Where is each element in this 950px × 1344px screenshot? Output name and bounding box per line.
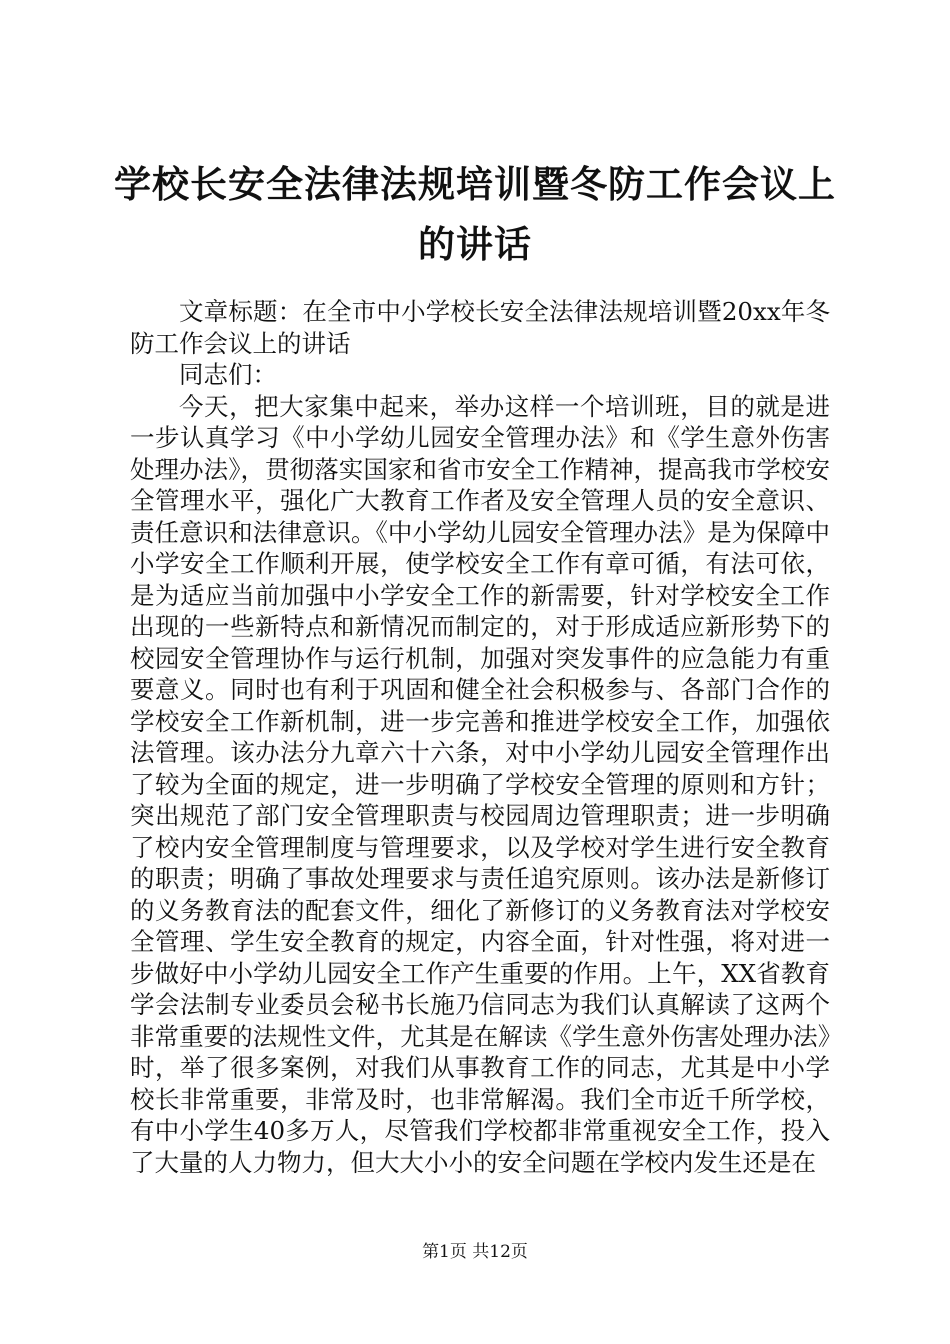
document-body [130,296,830,1178]
document-title: 学校长安全法律法规培训暨冬防工作会议上的讲话 [114,163,836,266]
article-title-paragraph: 文章标题：在全市中小学校长安全法律法规培训暨20xx年冬防工作会议上的讲话 [130,297,830,358]
page-number-footer: 第1页 共12页 [422,1242,528,1262]
salutation-paragraph: 同志们： [179,360,277,389]
body-paragraph: 今天，把大家集中起来，举办这样一个培训班，目的就是进一步认真学习《中小学幼儿园安全管理办法》和《学生意外伤害处理办法》，贯彻落实国家和省市安全工作精神，提高我市学校安全管理水平，强化广大教育工作者及安全管理人员的安全意识、责任意识和法律意识。《中小学幼儿园安全管理办法》是为保障中小学安全工作顺利开展，使学校安全工作有章可循，有法可依，是为适应当前加强中小学安全工作的新需要，针对学校安全工作出现的一些新特点和新情况而制定的，对于形成适应新形势下的校园安全管理协作与运行机制，加强对突发事件的应急能力有重要意义。同时也有利于巩固和健全社会积极参与、各部门合作的学校安全工作新机制，进一步完善和推进学校安全工作，加强依法管理。该办法分九章六十六条，对中小学幼儿园安全管理作出了较为全面的规定，进一步明确了学校安全管理的原则和方针；突出规范了部门安全管理职责与校园周边管理职责；进一步明确了校内安全管理制度与管理要求，以及学校对学生进行安全教育的职责；明确了事故处理要求与责任追究原则。该办法是新修订的义务教育法的配套文件，细化了新修订的义务教育法对学校安全管理、学生安全教育的规定，内容全面，针对性强，将对进一步做好中小学幼儿园安全工作产生重要的作用。上午，XX省教育学会法制专业委员会秘书长施乃信同志为我们认真解读了这两个非常重要的法规性文件，尤其是在解读《学生意外伤害处理办法》时，举了很多案例，对我们从事教育工作的同志，尤其是中小学校长非常重要，非常及时，也非常解渴。我们全市近千所学校，有中小学生40多万人，尽管我们学校都非常重视安全工作，投入了大量的人力物力，但大大小小的安全问题在学校内发生还是在 [130,391,830,1177]
